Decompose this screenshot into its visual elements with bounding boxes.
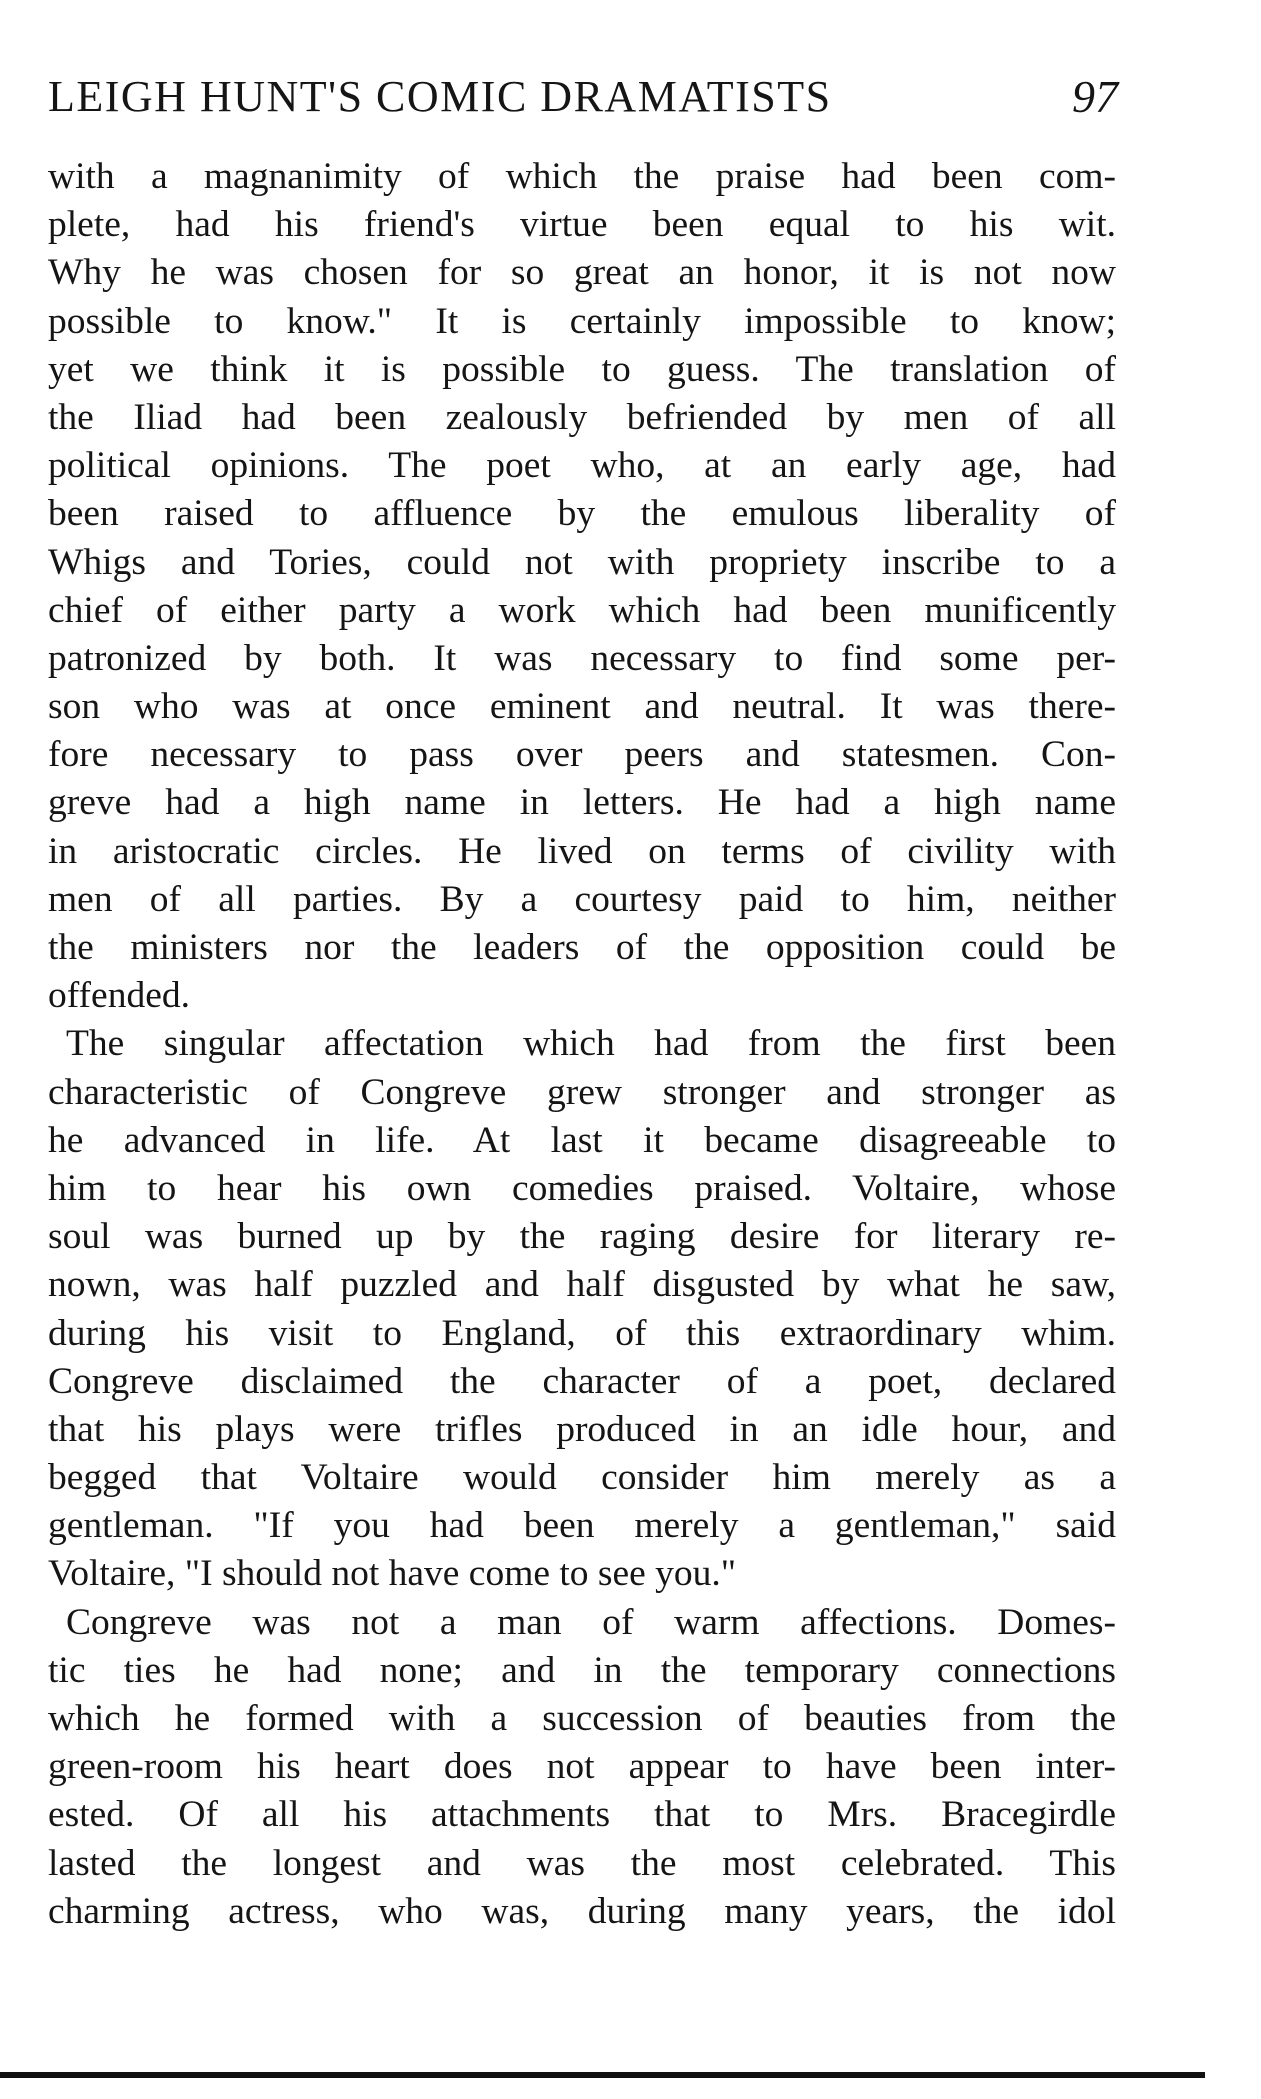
text-line: begged that Voltaire would consider him merely as a [48, 1457, 1116, 1499]
text-line: during his visit to England, of this extraordinary whim. [48, 1312, 1116, 1354]
text-line: characteristic of Congreve grew stronger and stronger as [48, 1071, 1116, 1113]
text-line: gentleman. "If you had been merely a gentleman," said [48, 1505, 1116, 1547]
running-head: LEIGH HUNT'S COMIC DRAMATISTS [48, 72, 832, 121]
text-line: that his plays were trifles produced in an idle hour, and [48, 1408, 1116, 1450]
page-number: 97 [1072, 71, 1118, 122]
text-line: the ministers nor the leaders of the opposition could be [48, 927, 1116, 968]
text-line: soul was burned up by the raging desire for literary re- [48, 1216, 1116, 1258]
text-line: the Iliad had been zealously befriended by men of all [48, 396, 1116, 438]
text-line: offended. [48, 975, 190, 1017]
text-line: which he formed with a succession of beauties from the [48, 1698, 1116, 1739]
bottom-rule [0, 2072, 1205, 2078]
text-line: lasted the longest and was the most celebrated. This [48, 1842, 1116, 1884]
text-line: Congreve disclaimed the character of a poet, declared [48, 1360, 1116, 1402]
text-line: possible to know." It is certainly impossible to know; [48, 300, 1116, 342]
text-line: he advanced in life. At last it became disagreeable to [48, 1119, 1116, 1161]
text-line: patronized by both. It was necessary to find some per- [48, 637, 1116, 679]
text-line: chief of either party a work which had been munificently [48, 589, 1116, 631]
text-line: nown, was half puzzled and half disgusted by what he saw, [48, 1264, 1116, 1306]
text-line: yet we think it is possible to guess. The translation of [48, 348, 1116, 390]
body-text [48, 153, 1116, 1936]
text-line: with a magnanimity of which the praise had been com- [48, 156, 1116, 197]
text-line: fore necessary to pass over peers and statesmen. Con- [48, 734, 1116, 776]
text-line: greve had a high name in letters. He had a high name [48, 782, 1116, 824]
text-line: The singular affectation which had from the first been [66, 1023, 1116, 1065]
text-line: green-room his heart does not appear to have been inter- [48, 1746, 1116, 1788]
text-line: ested. Of all his attachments that to Mrs. Bracegirdle [48, 1794, 1116, 1836]
text-line: political opinions. The poet who, at an early age, had [48, 445, 1116, 487]
text-line: been raised to affluence by the emulous liberality of [48, 493, 1116, 535]
text-line: him to hear his own comedies praised. Voltaire, whose [48, 1167, 1116, 1209]
text-line: men of all parties. By a courtesy paid to him, neither [48, 878, 1116, 920]
page-header [48, 62, 1118, 132]
text-line: in aristocratic circles. He lived on terms of civility with [48, 830, 1116, 872]
text-line: Why he was chosen for so great an honor, it is not now [48, 252, 1116, 294]
text-line: Congreve was not a man of warm affections. Domes- [66, 1601, 1116, 1643]
text-line: Voltaire, "I should not have come to see you." [48, 1553, 737, 1595]
text-line: son who was at once eminent and neutral. It was there- [48, 686, 1116, 728]
text-line: tic ties he had none; and in the temporary connections [48, 1649, 1116, 1691]
text-line: Whigs and Tories, could not with propriety inscribe to a [48, 541, 1116, 583]
text-line: charming actress, who was, during many years, the idol [48, 1890, 1116, 1932]
text-line: plete, had his friend's virtue been equal to his wit. [48, 204, 1116, 246]
